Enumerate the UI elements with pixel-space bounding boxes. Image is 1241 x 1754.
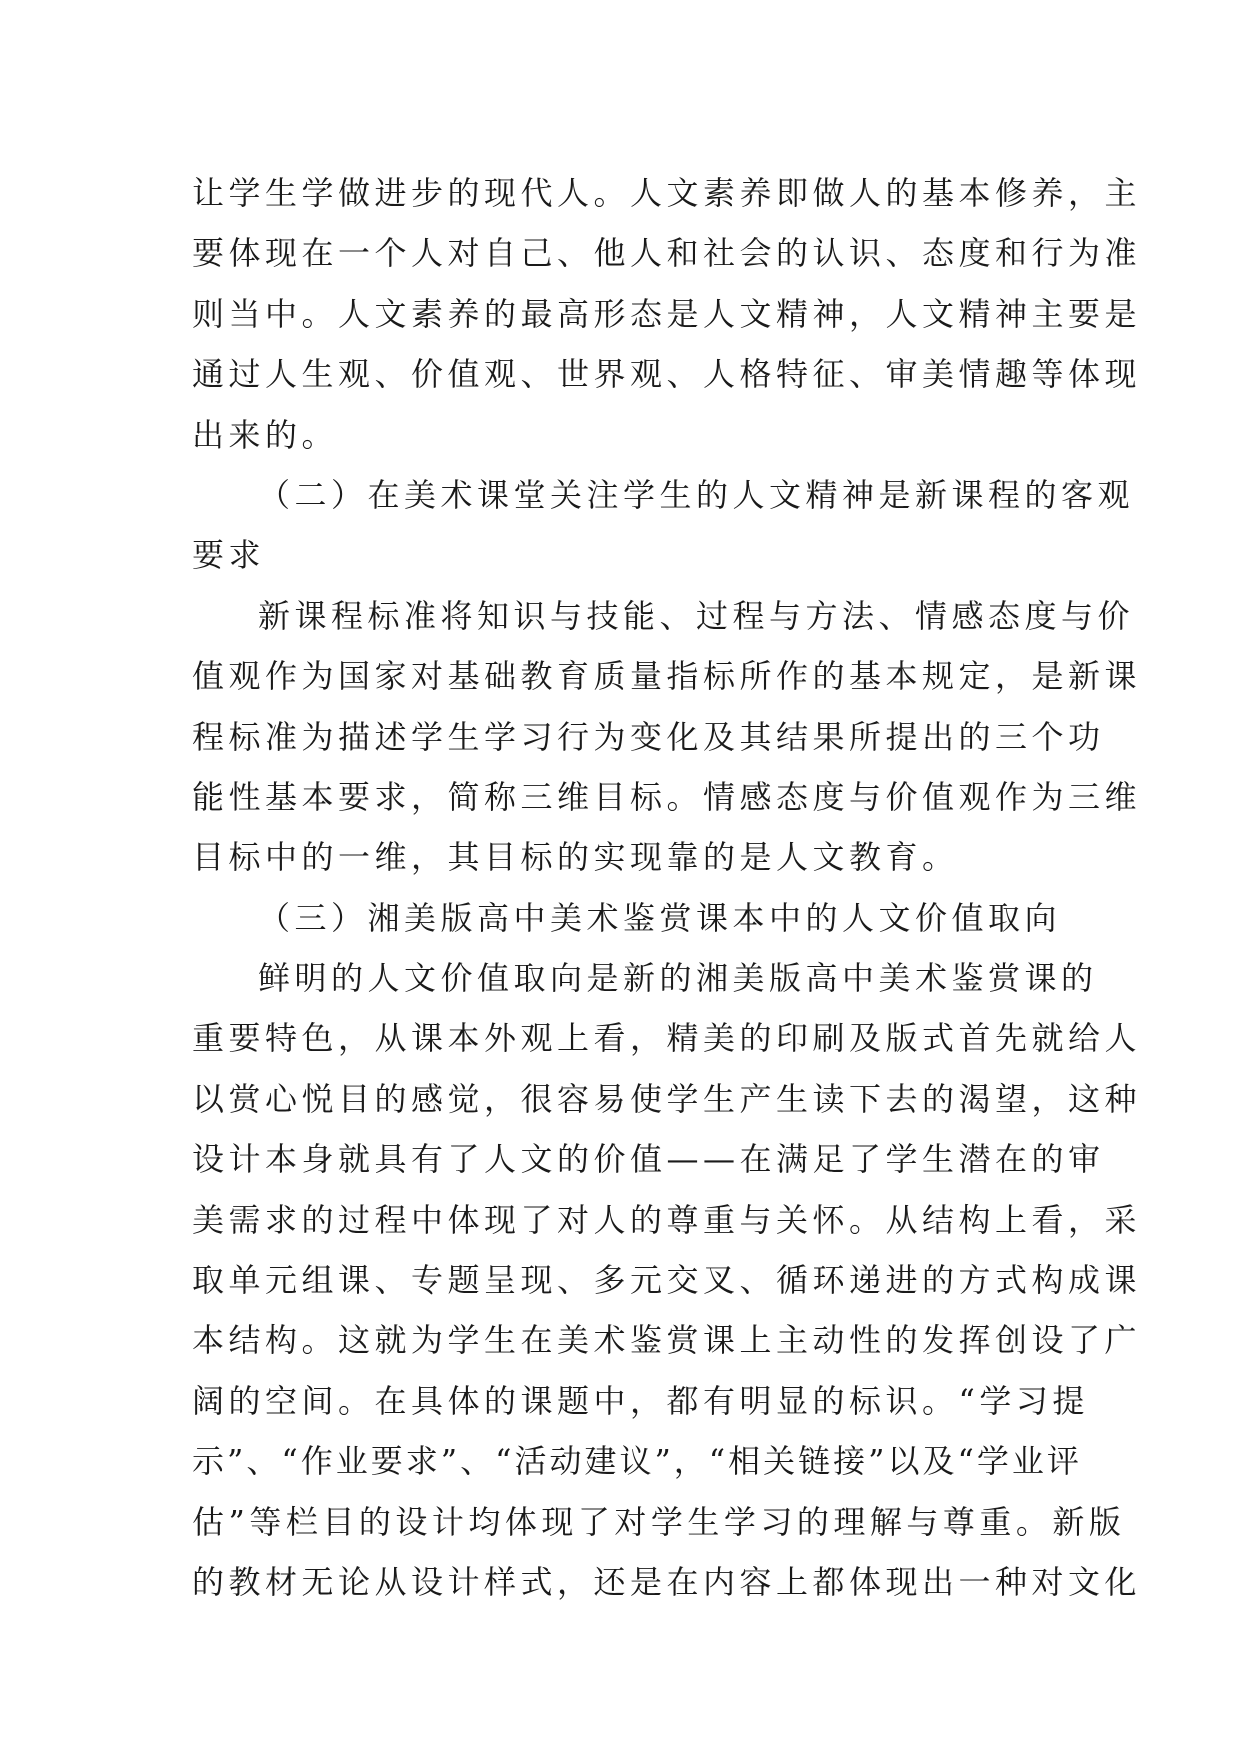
text-line: 通过人生观、价值观、世界观、人格特征、审美情趣等体现	[192, 355, 1142, 394]
text-line: 设计本身就具有了人文的价值——在满足了学生潜在的审	[192, 1140, 1105, 1179]
text-line: 阔的空间。在具体的课题中，都有明显的标识。“学习提	[192, 1381, 1089, 1420]
text-line: 目标中的一维，其目标的实现靠的是人文教育。	[192, 838, 959, 877]
text-line: 让学生学做进步的现代人。人文素养即做人的基本修养，主	[192, 174, 1142, 212]
section-heading-3: （三）湘美版高中美术鉴赏课本中的人文价值取向	[258, 898, 1062, 937]
text-line: 值观作为国家对基础教育质量指标所作的基本规定，是新课	[192, 657, 1142, 696]
text-line: 鲜明的人文价值取向是新的湘美版高中美术鉴赏课的	[258, 959, 1098, 998]
text-line: 本结构。这就为学生在美术鉴赏课上主动性的发挥创设了广	[192, 1321, 1142, 1360]
text-line: 新课程标准将知识与技能、过程与方法、情感态度与价	[258, 596, 1135, 635]
text-line: 重要特色，从课本外观上看，精美的印刷及版式首先就给人	[192, 1019, 1142, 1058]
section-heading-2: （二）在美术课堂关注学生的人文精神是新课程的客观	[258, 475, 1135, 514]
text-line: 取单元组课、专题呈现、多元交叉、循环递进的方式构成课	[192, 1261, 1142, 1300]
text-line: 示”、“作业要求”、“活动建议”，“相关链接”以及“学业评	[192, 1442, 1082, 1481]
body-text	[192, 163, 1142, 1612]
text-line: 美需求的过程中体现了对人的尊重与关怀。从结构上看，采	[192, 1200, 1142, 1239]
text-line: 要体现在一个人对自己、他人和社会的认识、态度和行为准	[192, 234, 1142, 273]
text-line: 出来的。	[192, 415, 339, 454]
text-line: 程标准为描述学生学习行为变化及其结果所提出的三个功	[192, 717, 1105, 756]
text-line: 能性基本要求，简称三维目标。情感态度与价值观作为三维	[192, 777, 1142, 816]
text-line: 的教材无论从设计样式，还是在内容上都体现出一种对文化	[192, 1562, 1142, 1601]
text-line: 则当中。人文素养的最高形态是人文精神，人文精神主要是	[192, 294, 1142, 333]
section-heading-2-cont: 要求	[192, 536, 266, 575]
text-line: 估”等栏目的设计均体现了对学生学习的理解与尊重。新版	[192, 1502, 1126, 1541]
text-line: 以赏心悦目的感觉，很容易使学生产生读下去的渴望，这种	[192, 1079, 1142, 1118]
